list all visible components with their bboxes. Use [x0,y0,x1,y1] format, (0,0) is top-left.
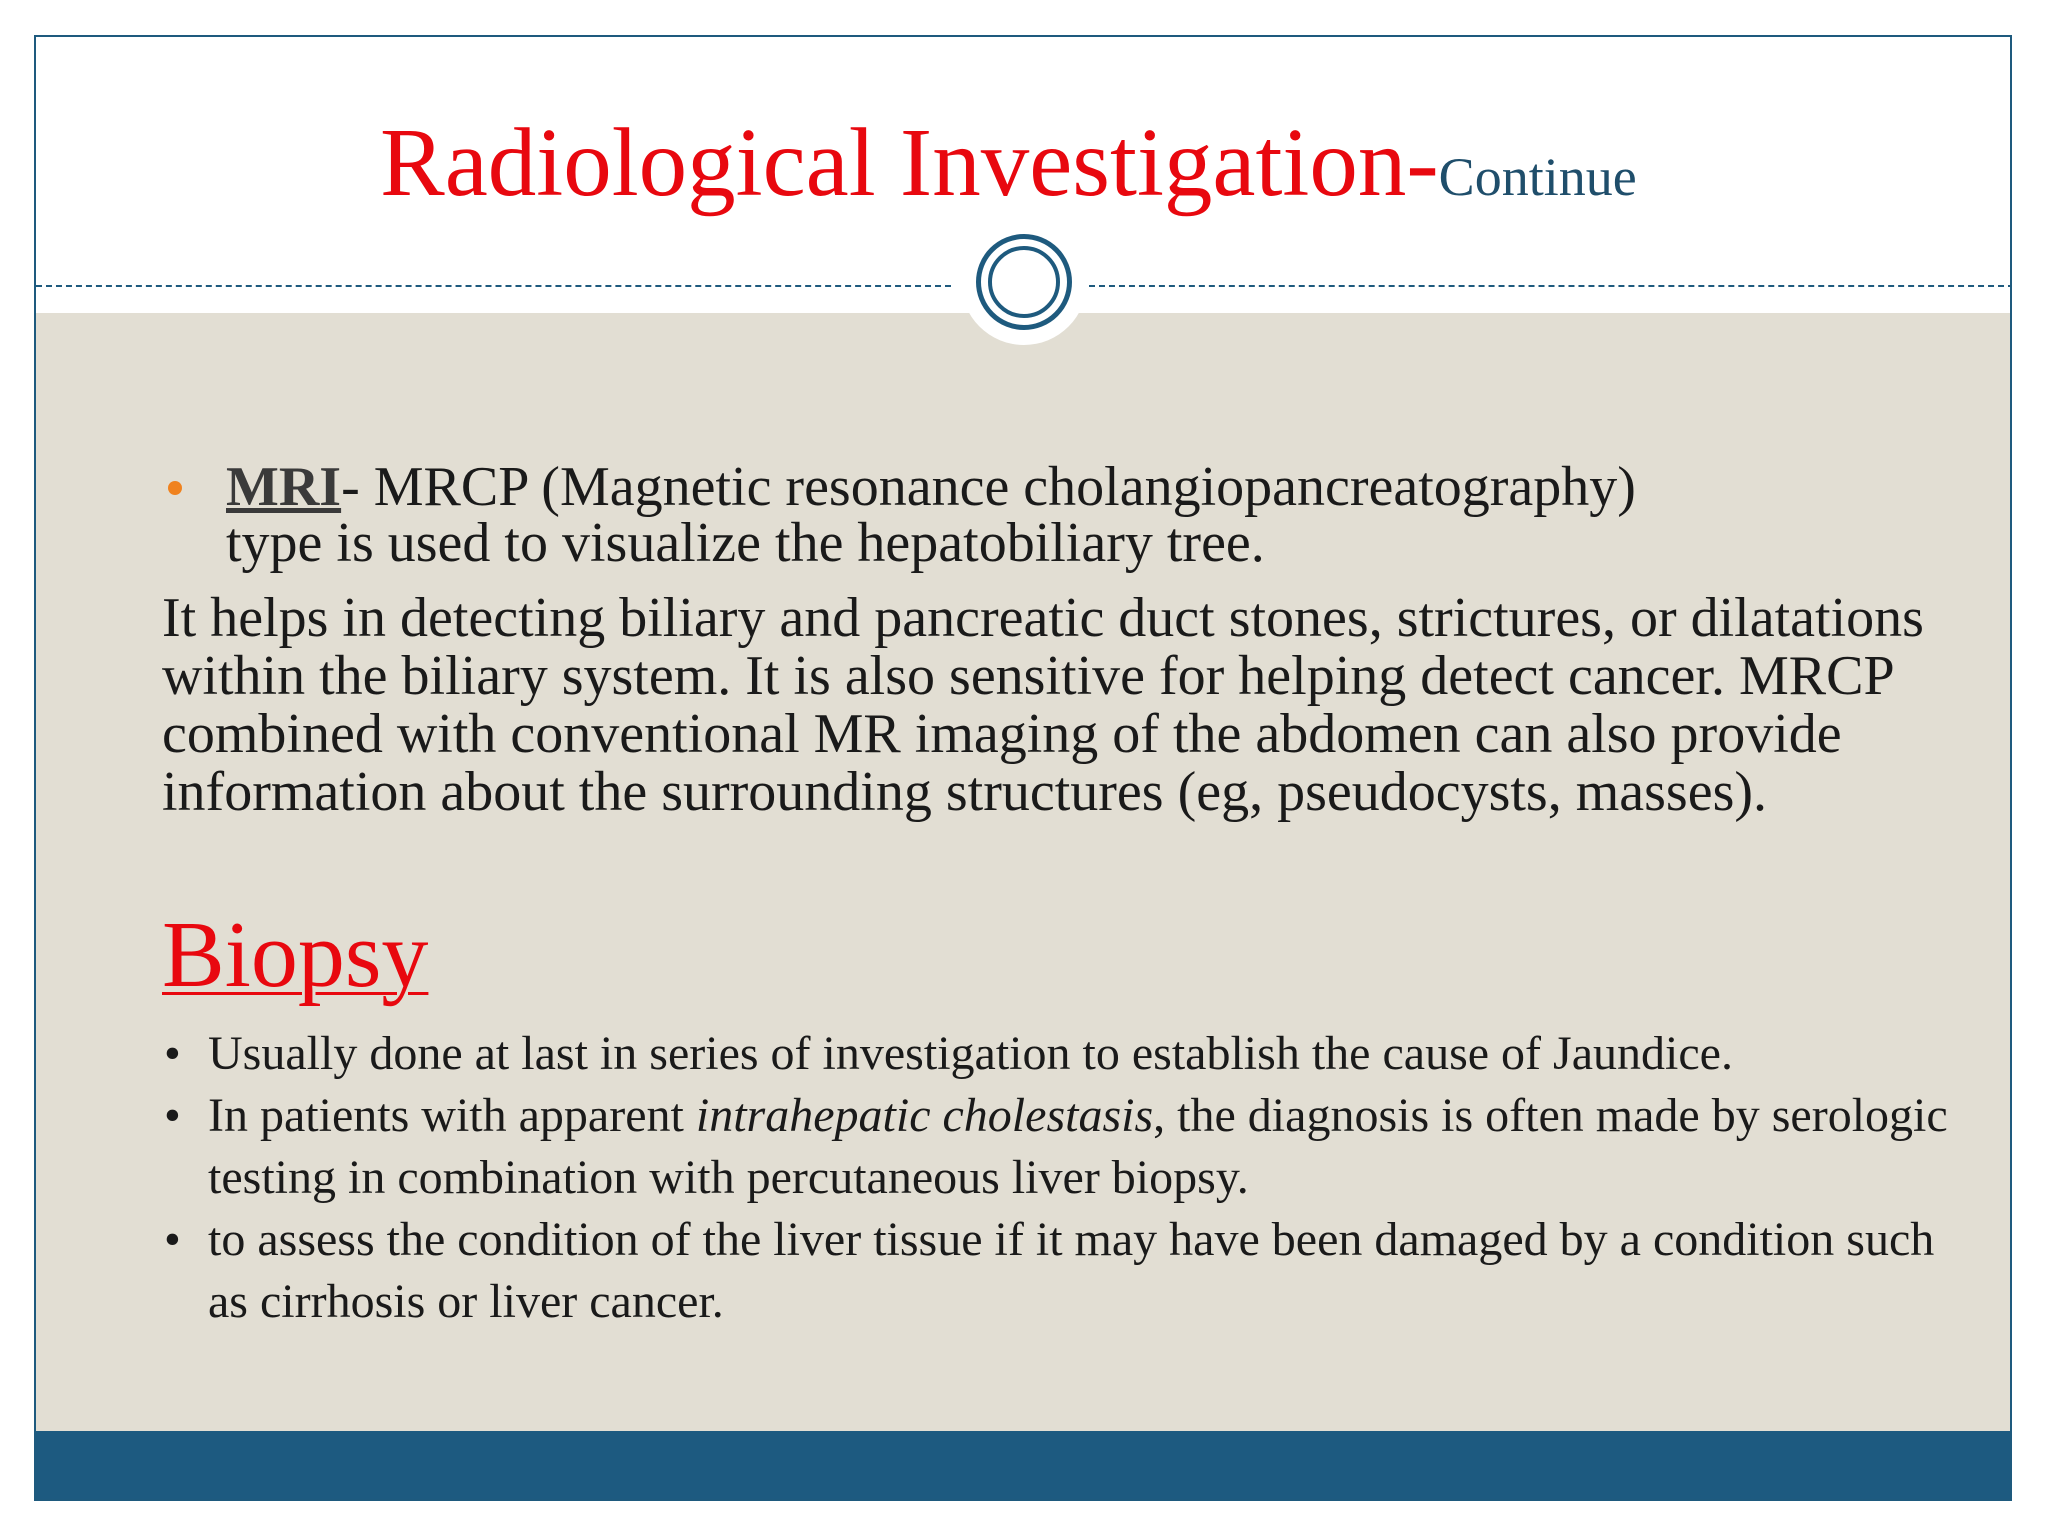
slide [34,35,2012,1501]
dashed-divider-right [1089,285,2012,287]
title-subtitle: Continue [1438,147,1637,207]
biopsy-list-item [162,1023,1962,1085]
footer-bar [36,1431,2010,1501]
biopsy-heading: Biopsy [162,903,429,1007]
mri-label: MRI [226,456,342,518]
mrcp-paragraph: It helps in detecting biliary and pancreatic duct stones, strictures, or dilatations within the biliary system. It is also sensitive for helping detect cancer. MRCP combined with conventional MR imaging of the abdomen can also provide information about the surrounding structures (eg, pseudocysts, masses). [162,587,1924,823]
biopsy-item-text: to assess the condition of the liver tissue if it may have been damaged by a condition such as cirrhosis or liver cancer. [208,1213,1935,1328]
biopsy-list-item [162,1209,1962,1333]
dashed-divider-left [36,285,951,287]
biopsy-item-text-before: In patients with apparent [208,1089,696,1142]
mri-text-line2: type is used to visualize the hepatobiliary tree. [226,512,1265,574]
biopsy-item-text-after: , the diagnosis is often made by serologic testing in combination with percutaneous liver biopsy. [208,1089,1948,1204]
biopsy-list [162,1023,1962,1333]
biopsy-list-item [162,1085,1962,1209]
biopsy-item-text: Usually done at last in series of investigation to establish the cause of Jaundice. [208,1027,1733,1080]
title-main: Radiological Investigation- [380,109,1439,216]
biopsy-item-italic: intrahepatic cholestasis [695,1089,1154,1142]
bullet-icon: • [164,1027,181,1080]
mri-text-line1: - MRCP (Magnetic resonance cholangiopancreatography) [341,456,1636,518]
bullet-icon: • [164,1089,181,1142]
bullet-icon: • [164,1213,181,1266]
mri-bullet [226,456,1966,574]
orange-bullet-icon [168,481,182,495]
circle-ornament-inner [988,246,1060,318]
slide-title [380,107,1637,218]
